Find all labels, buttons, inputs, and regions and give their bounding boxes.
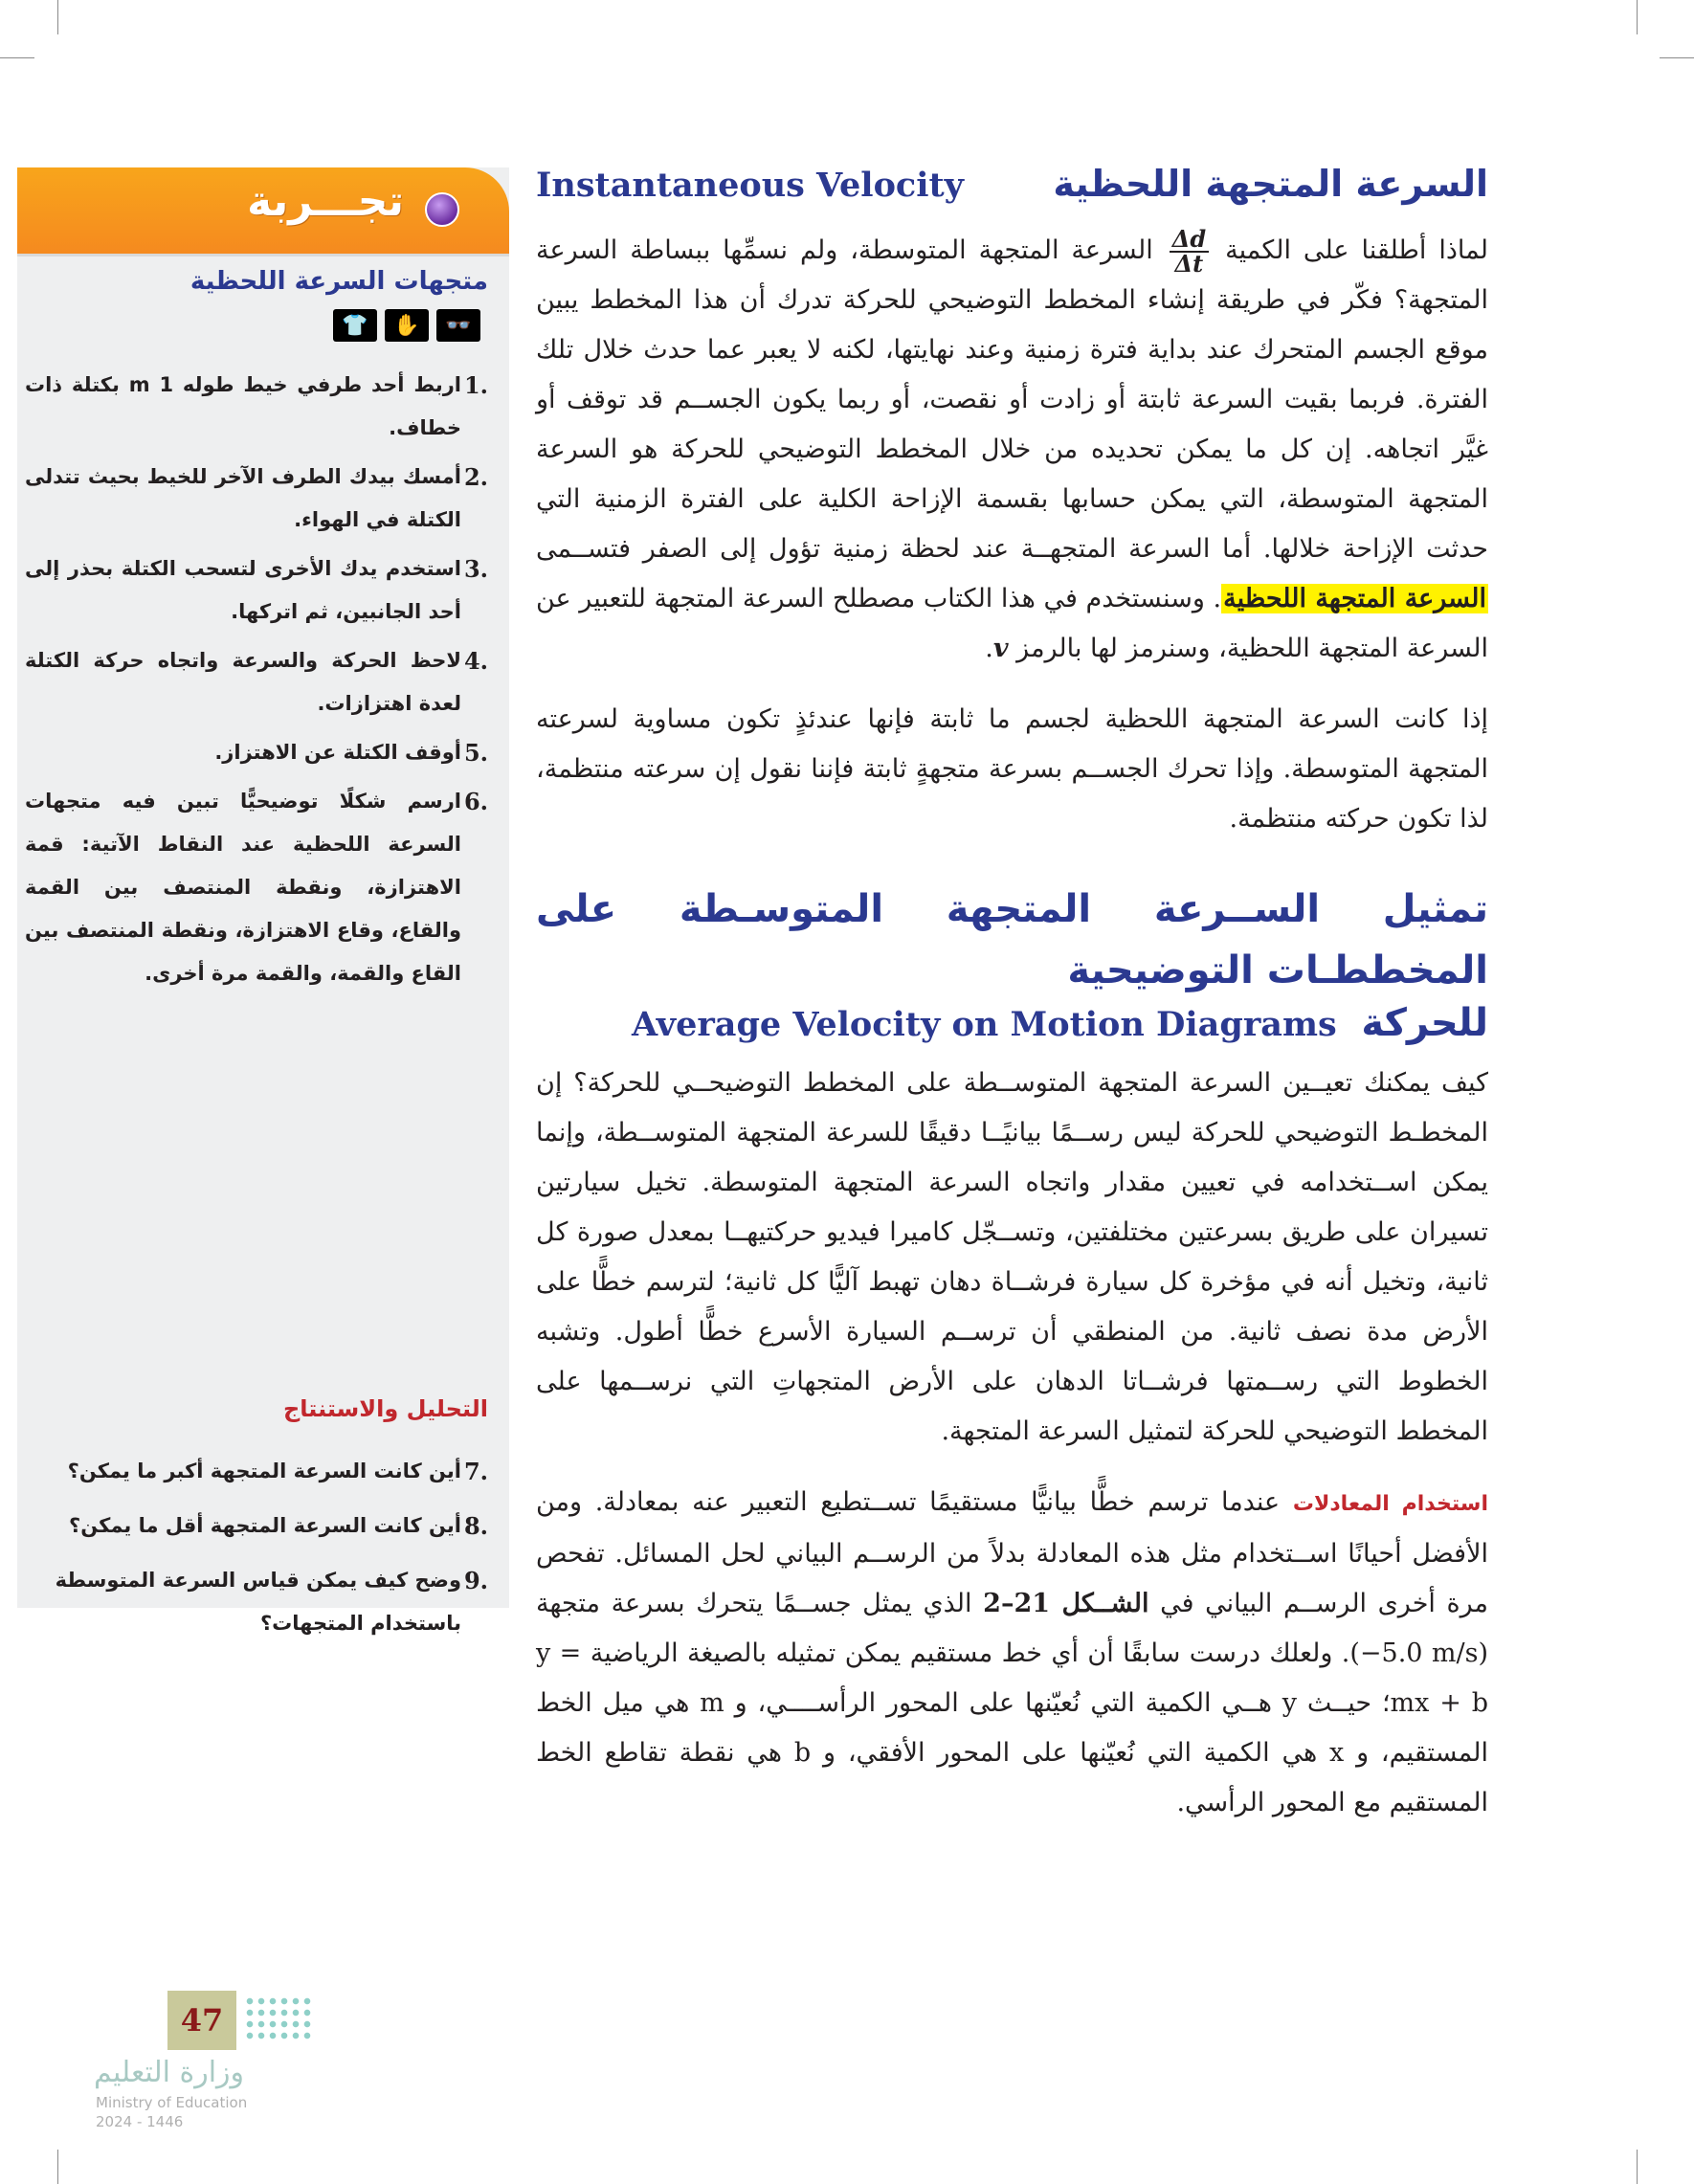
step-number: .1 [463, 371, 488, 399]
step-text: ارسم شكلًا توضيحيًّا تبين فيه متجهات السرعة اللحظية عند النقاط الآتية: قمة الاهتزازة، ونقطة المنتصف بين القمة والقاع، وقاع الاهتزازة، ونقطة المنتصف بين القاع والقمة، والقمة مرة أخرى. [25, 790, 461, 985]
fraction-numerator: Δd [1170, 228, 1209, 253]
experiment-sidebar [17, 167, 509, 1635]
bullet-icon [425, 192, 459, 227]
line-equation: y = mx + b [536, 1638, 1489, 1718]
ministry-name-ar: وزارة التعليم [94, 2056, 245, 2089]
equations-label: استخدام المعادلات [1292, 1492, 1488, 1516]
paragraph [536, 1478, 1488, 1828]
text: لماذا أطلقنا على الكمية [1225, 235, 1488, 265]
ministry-logo-dots [244, 1995, 311, 2043]
crop-mark [1637, 2150, 1638, 2184]
velocity-value: (−5.0 m/s) [1349, 1638, 1488, 1668]
experiment-title: متجهات السرعة اللحظية [189, 267, 488, 296]
page-number: 47 [167, 1991, 236, 2050]
sidebar-header [17, 167, 509, 256]
analysis-title: التحليل والاستنتاج [282, 1395, 488, 1422]
step-text: اربط أحد طرفي خيط طوله 1 m بكتلة ذات خطاف. [25, 373, 461, 439]
clothing-icon: 👕 [333, 309, 377, 342]
text: السرعة المتجهة المتوسطة، ولم نسمِّها ببساطة السرعة المتجهة؟ فكّر في طريقة إنشاء المخطط التوضيحي للحركة تدرك أن هذا المخطط يبين موقع الجسم المتحرك عند بداية فترة زمنية وعند نهايتها، لكنه لا يعبر عما حدث خلال تلك الفترة. فربما بقيت السرعة ثابتة أو زادت أو نقصت، أو ربما يكون الجســم قد توقف أو غيَّر اتجاهه. إن كل ما يمكن تحديده من خلال المخطط التوضيحي للحركة هو السرعة المتجهة المتوسطة، التي يمكن حسابها بقسمة الإزاحة الكلية على الفترة الزمنية التي حدثت الإزاحة خلالها. أما السرعة المتجهــة عند لحظة زمنية تؤول إلى الصفر فتســمى [536, 235, 1488, 564]
text: . وسنستخدم في هذا الكتاب مصطلح السرعة المتجهة للتعبير عن السرعة المتجهة اللحظية، وسنرمز لها بالرمز [536, 584, 1488, 663]
step-text: أمسك بيدك الطرف الآخر للخيط بحيث تتدلى الكتلة في الهواء. [25, 465, 461, 531]
procedure-list [25, 364, 488, 1001]
crop-mark [1660, 57, 1694, 58]
section-heading-instantaneous [536, 163, 1488, 205]
list-item [25, 456, 488, 542]
fraction-denominator: Δt [1174, 249, 1204, 278]
section-heading-average-velocity [536, 879, 1488, 1045]
step-number: .4 [463, 647, 488, 675]
hand-icon: ✋ [385, 309, 429, 342]
step-text: أوقف الكتلة عن الاهتزاز. [214, 741, 461, 764]
list-item [25, 1450, 488, 1493]
highlighted-term: السرعة المتجهة اللحظية [1223, 584, 1486, 613]
text: . ولعلك درست سابقًا أن أي خط مستقيم يمكن تمثيله بالصيغة الرياضية [590, 1638, 1350, 1668]
step-text: لاحظ الحركة والسرعة واتجاه حركة الكتلة لعدة اهتزازات. [25, 649, 461, 715]
ministry-name-en: Ministry of Education [96, 2094, 248, 2111]
crop-mark [0, 57, 34, 58]
list-item [25, 1504, 488, 1548]
sidebar-header-title: تجـــربة [247, 177, 404, 226]
heading-en: Instantaneous Velocity [536, 166, 965, 205]
step-number: .3 [463, 555, 488, 583]
heading-ar-line2: للحركة [1361, 1001, 1488, 1045]
main-column [536, 163, 1488, 1828]
list-item [25, 639, 488, 725]
heading-ar-line1: تمثيل الســرعة المتجهة المتوسـطة على المخططـات التوضيحية [536, 887, 1488, 992]
ministry-year: 2024 - 1446 [96, 2113, 184, 2130]
paragraph: لماذا أطلقنا على الكمية $\frac{\Delta d}{\Delta t}$ السرعة المتجهة المتوسطة، ولم نسمِّها ببساطة السرعة المتجهة؟ فكّر في طريقة إنشاء المخطط التوضيحي للحركة تدرك أن هذا المخطط يبين موقع الجسم المتحرك عند بداية فترة زمنية وعند نهايتها، لكنه لا يعبر عما حدث خلال تلك الفترة. فربما بقيت السرعة ثابتة أو زادت أو نقصت، أو ربما يكون الجســم قد توقف أو غيَّر اتجاهه. إن كل ما يمكن تحديده من خلال المخطط التوضيحي للحركة هو السرعة المتجهة المتوسطة، التي يمكن حسابها بقسمة الإزاحة الكلية على الفترة الزمنية التي حدثت الإزاحة خلالها. أما السرعة المتجهــة عند لحظة زمنية تؤول إلى الصفر فتســمى السرعة المتجهة اللحظية. وسنستخدم في هذا الكتاب مصطلح السرعة المتجهة للتعبير عن السرعة المتجهة اللحظية، وسنرمز لها بالرمز v. [536, 224, 1488, 663]
list-item [25, 731, 488, 774]
safety-icons [333, 309, 480, 342]
step-text: استخدم يدك الأخرى لتسحب الكتلة بحذر إلى أحد الجانبين، ثم اتركها. [25, 557, 461, 623]
crop-mark [1637, 0, 1638, 34]
question-number: .7 [463, 1458, 488, 1485]
heading-ar: السرعة المتجهة اللحظية [1053, 163, 1488, 205]
list-item [25, 1559, 488, 1645]
figure-reference: الشــكل 21–2 [983, 1589, 1149, 1618]
question-number: .8 [463, 1512, 488, 1540]
step-number: .6 [463, 788, 488, 815]
question-number: .9 [463, 1567, 488, 1594]
heading-en: Average Velocity on Motion Diagrams [632, 1005, 1337, 1044]
list-item [25, 547, 488, 634]
crop-mark [57, 2150, 58, 2184]
step-number: .2 [463, 463, 488, 491]
list-item [25, 780, 488, 995]
question-text: أين كانت السرعة المتجهة أكبر ما يمكن؟ [67, 1460, 461, 1482]
question-text: أين كانت السرعة المتجهة أقل ما يمكن؟ [69, 1514, 461, 1537]
paragraph: إذا كانت السرعة المتجهة اللحظية لجسم ما ثابتة فإنها عندئذٍ تكون مساوية لسرعته المتجهة المتوسطة. وإذا تحرك الجســم بسرعة متجهةٍ ثابتة فإننا نقول إن سرعته منتظمة، لذا تكون حركته منتظمة. [536, 704, 1488, 834]
questions-list [25, 1450, 488, 1657]
question-text: وضح كيف يمكن قياس السرعة المتوسطة باستخدام المتجهات؟ [55, 1569, 461, 1635]
list-item [25, 364, 488, 450]
crop-mark [57, 0, 58, 34]
step-number: .5 [463, 739, 488, 767]
text: عندما ترسم خطًّا بيانيًّا مستقيمًا تســتطيع التعبير عنه بمعادلة. ومن الأفضل أحيانًا اســتخدام مثل هذه المعادلة بدلاً من الرســم البياني لحل المسائل. تفحص مرة أخرى الرســم البياني في [536, 1487, 1489, 1618]
paragraph: كيف يمكنك تعيــين السرعة المتجهة المتوســطة على المخطط التوضيحــي للحركة؟ إن المخطـط التوضيحي للحركة ليس رســمًا بيانيًــا دقيقًا للسرعة المتجهة المتوســطة، وإنما يمكن اســتخدامه في تعيين مقدار واتجاه السرعة المتجهة المتوسطة. تخيل سيارتين تسيران على طريق بسرعتين مختلفتين، وتســجّل كاميرا فيديو حركتيهــا بمعدل صورة كل ثانية، وتخيل أنه في مؤخرة كل سيارة فرشــاة دهان تهبط آليًّا كل ثانية؛ لترسم خطًّا على الأرض مدة نصف ثانية. من المنطقي أن ترســم السيارة الأسرع خطًّا أطول. وتشبه الخطوط التي رســمتها فرشــاتا الدهان على الأرض المتجهاتِ التي نرســمها على المخطط التوضيحي للحركة لتمثيل السرعة المتجهة. [536, 1068, 1489, 1446]
text: الذي يمثل جســمًا يتحرك بسرعة متجهة [536, 1589, 972, 1618]
heading-line2 [536, 1001, 1488, 1045]
velocity-symbol: v [992, 634, 1009, 663]
text: ؛ حيــث y هــي الكمية التي نُعيّنها على المحور الرأســــي، و m هي ميل الخط المستقيم، و x هي الكمية التي نُعيّنها على المحور الأفقي، و b هي نقطة تقاطع الخط المستقيم مع المحور الرأسي. [536, 1688, 1488, 1817]
fraction-delta-d-over-delta-t [1170, 224, 1209, 278]
goggles-icon: 👓 [436, 309, 480, 342]
